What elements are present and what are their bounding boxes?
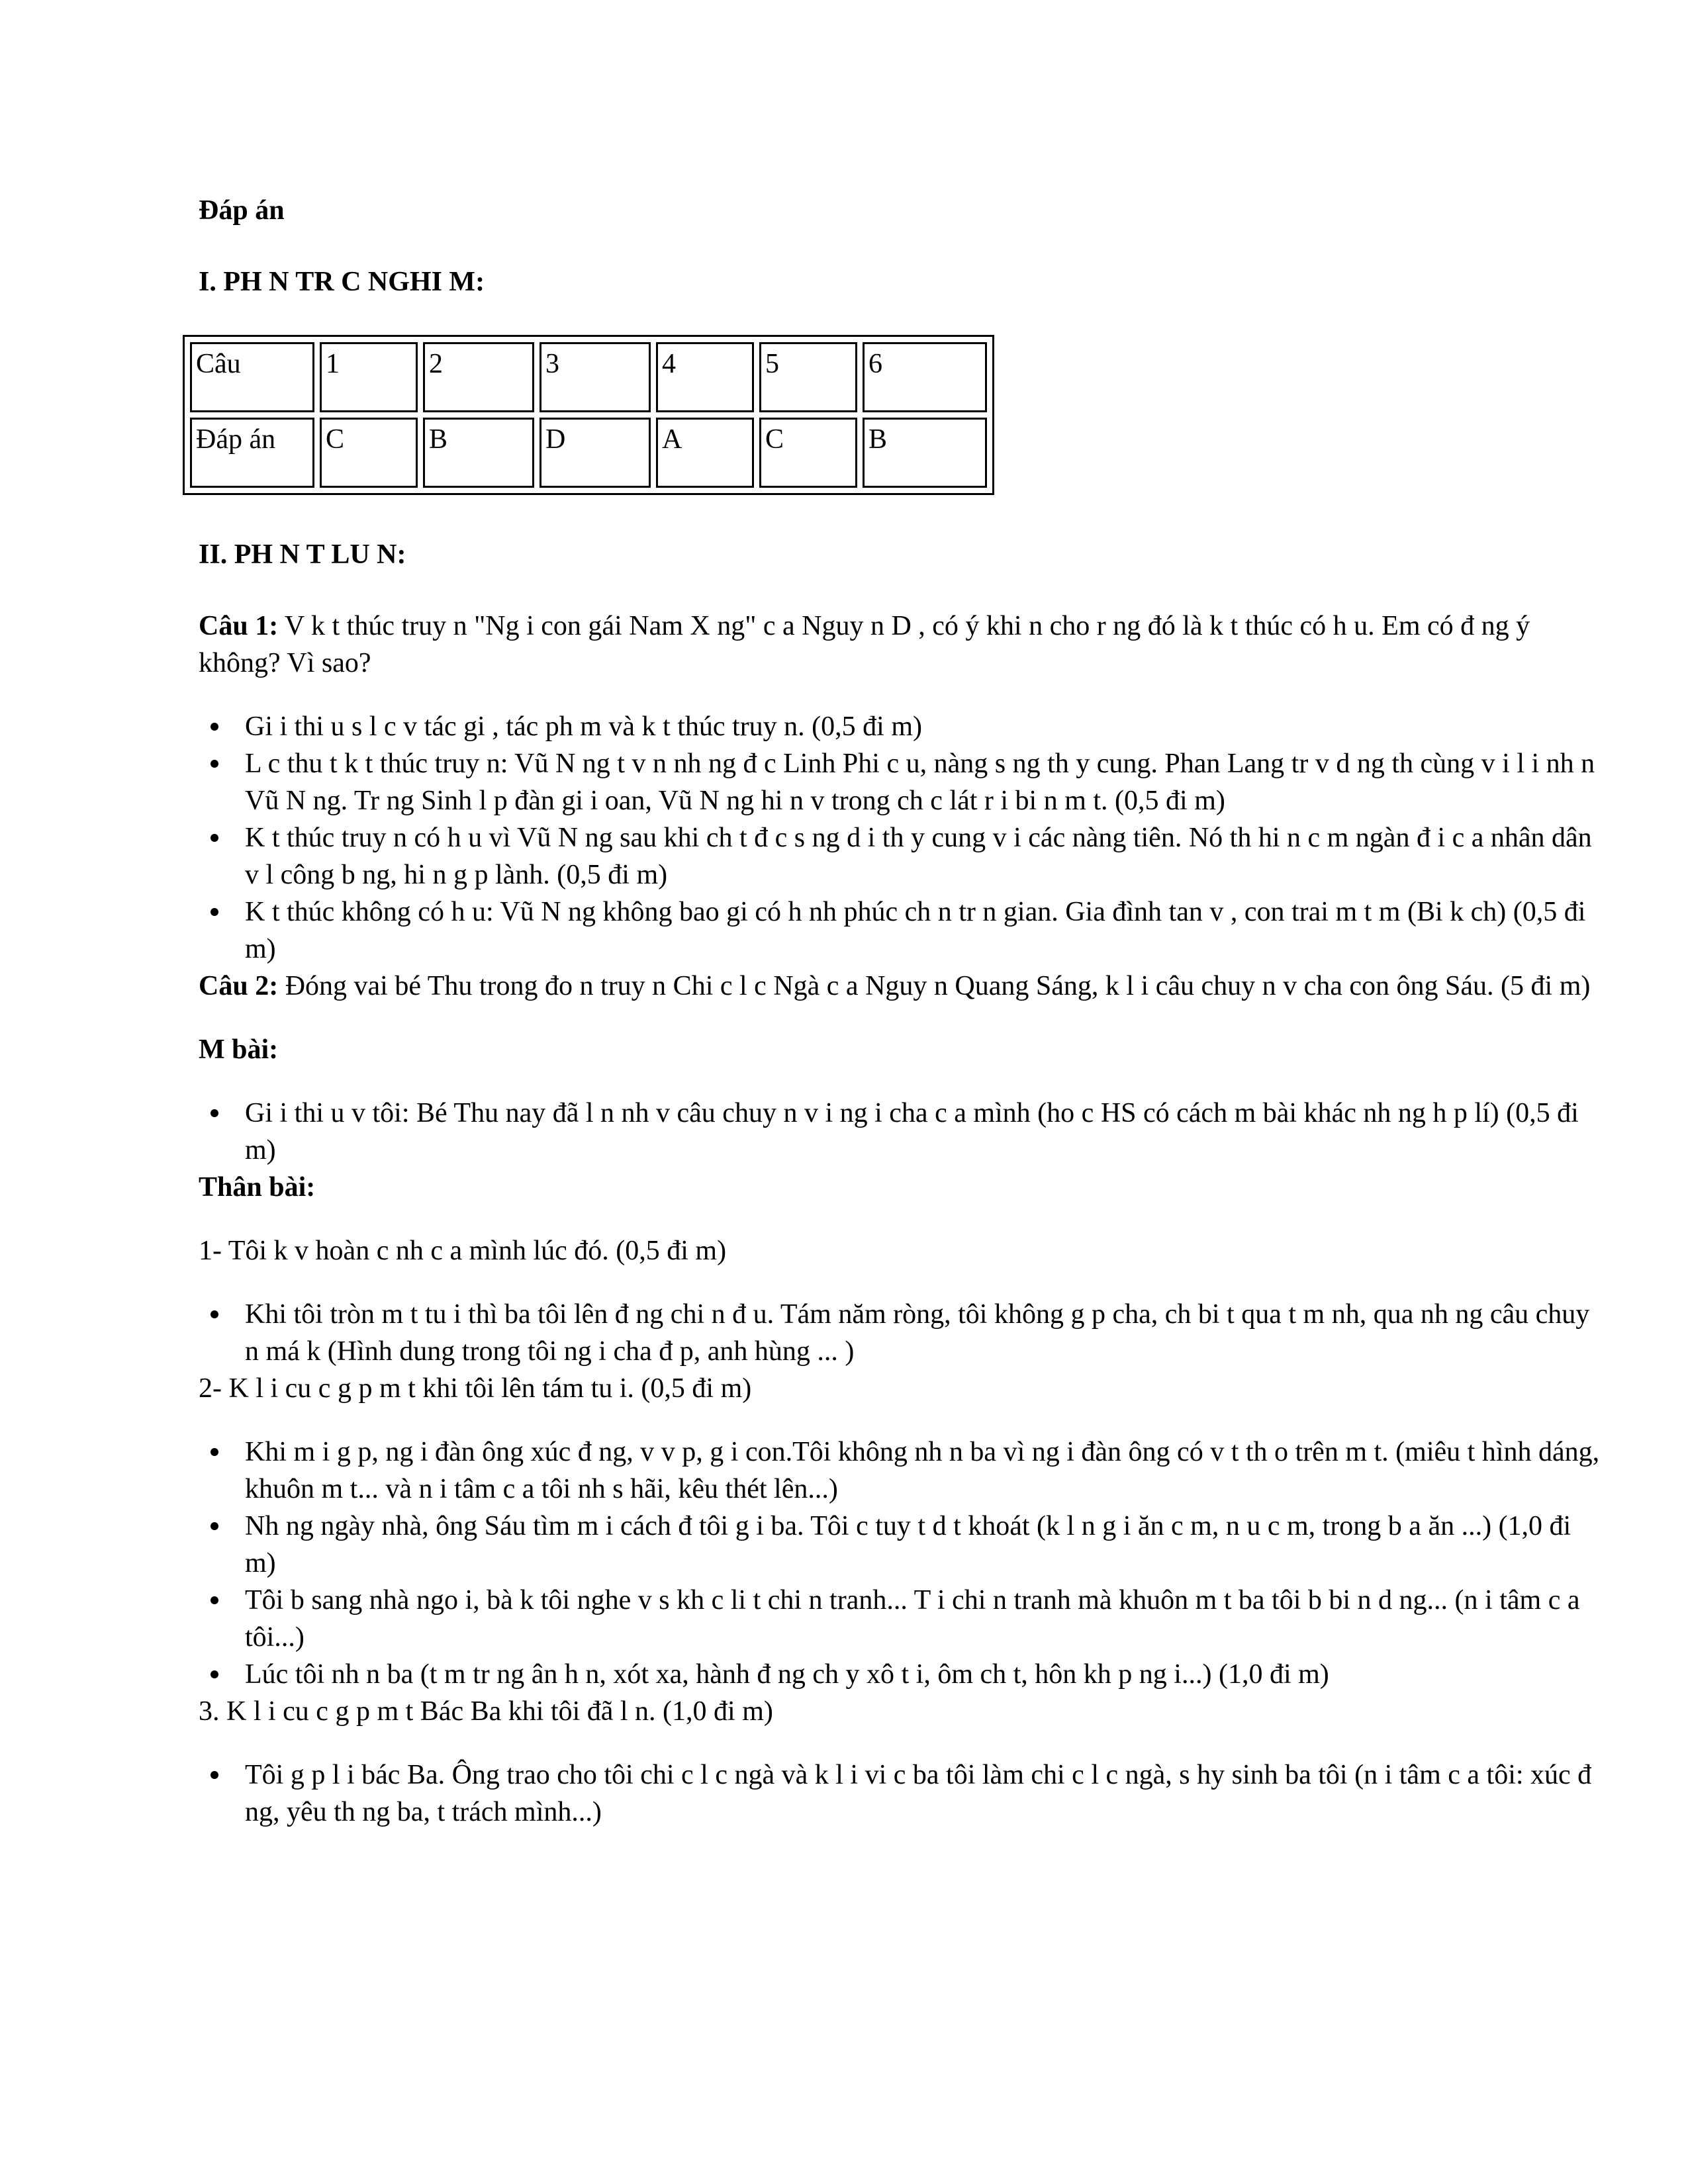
question-2 <box>199 968 1602 1005</box>
table-cell: 5 <box>759 342 857 412</box>
table-cell: 3 <box>539 342 651 412</box>
table-cell: C <box>759 418 857 488</box>
mo-bai-heading: M bài: <box>199 1034 279 1065</box>
list-item: Gi i thi u v tôi: Bé Thu nay đã l n nh v câu chuy n v i ng i cha c a mình (ho c HS có cách m bài khác nh ng h p lí) (0,5 đi m) <box>199 1095 1602 1169</box>
list-item: K t thúc không có h u: Vũ N ng không bao gi có h nh phúc ch n tr n gian. Gia đình tan v , con trai m t m (Bi k ch) (0,5 đi m) <box>199 893 1602 968</box>
question-1-text: V k t thúc truy n "Ng i con gái Nam X ng" c a Nguy n D , có ý khi n cho r ng đó là k t thúc có h u. Em có đ ng ý không? Vì sao? <box>199 611 1530 678</box>
step-1-bullets <box>199 1296 1602 1370</box>
table-cell: Đáp án <box>190 418 314 488</box>
table-cell: Câu <box>190 342 314 412</box>
table-cell: C <box>320 418 418 488</box>
list-item: Gi i thi u s l c v tác gi , tác ph m và k t thúc truy n. (0,5 đi m) <box>199 708 1602 745</box>
page-title: Đáp án <box>199 195 285 226</box>
document-page <box>196 192 1602 1831</box>
list-item: Lúc tôi nh n ba (t m tr ng ân h n, xót xa, hành đ ng ch y xô t i, ôm ch t, hôn kh p ng i...) (1,0 đi m) <box>199 1656 1602 1693</box>
part2-heading: II. PH N T LU N: <box>199 539 406 570</box>
than-bai-step-2: 2- K l i cu c g p m t khi tôi lên tám tu i. (0,5 đi m) <box>199 1373 752 1404</box>
question-1-label: Câu 1: <box>199 611 279 641</box>
list-item: Tôi g p l i bác Ba. Ông trao cho tôi chi c l c ngà và k l i vi c ba tôi làm chi c l c ngà, s hy sinh ba tôi (n i tâm c a tôi: xúc đ ng, yêu th ng ba, t trách mình...) <box>199 1756 1602 1831</box>
question-1-bullets <box>199 708 1602 968</box>
table-cell: 6 <box>863 342 987 412</box>
part1-heading: I. PH N TR C NGHI M: <box>199 267 485 297</box>
table-cell: D <box>539 418 651 488</box>
table-cell: 4 <box>656 342 754 412</box>
question-2-text: Đóng vai bé Thu trong đo n truy n Chi c l c Ngà c a Nguy n Quang Sáng, k l i câu chuy n v cha con ông Sáu. (5 đi m) <box>278 971 1591 1001</box>
answer-table <box>183 335 994 495</box>
list-item: K t thúc truy n có h u vì Vũ N ng sau khi ch t đ c s ng d i th y cung v i các nàng tiên. Nó th hi n c m ngàn đ i c a nhân dân v l công b ng, hi n g p lành. (0,5 đi m) <box>199 819 1602 893</box>
step-2-bullets <box>199 1433 1602 1693</box>
table-cell: B <box>423 418 534 488</box>
table-row <box>190 418 987 488</box>
question-1 <box>199 608 1602 682</box>
table-row <box>190 342 987 412</box>
list-item: Khi m i g p, ng i đàn ông xúc đ ng, v v p, g i con.Tôi không nh n ba vì ng i đàn ông có v t th o trên m t. (miêu t hình dáng, khuôn m t... và n i tâm c a tôi nh s hãi, kêu thét lên...) <box>199 1433 1602 1508</box>
list-item: L c thu t k t thúc truy n: Vũ N ng t v n nh ng đ c Linh Phi c u, nàng s ng th y cung. Phan Lang tr v d ng th cùng v i l i nh n Vũ N ng. Tr ng Sinh l p đàn gi i oan, Vũ N ng hi n v trong ch c lát r i bi n m t. (0,5 đi m) <box>199 745 1602 819</box>
table-cell: 2 <box>423 342 534 412</box>
mo-bai-bullets <box>199 1095 1602 1169</box>
table-cell: 1 <box>320 342 418 412</box>
than-bai-heading: Thân bài: <box>199 1172 316 1203</box>
step-3-bullets <box>199 1756 1602 1831</box>
list-item: Nh ng ngày nhà, ông Sáu tìm m i cách đ tôi g i ba. Tôi c tuy t d t khoát (k l n g i ăn c m, n u c m, trong b a ăn ...) (1,0 đi m) <box>199 1508 1602 1582</box>
list-item: Tôi b sang nhà ngo i, bà k tôi nghe v s kh c li t chi n tranh... T i chi n tranh mà khuôn m t ba tôi b bi n d ng... (n i tâm c a tôi...) <box>199 1582 1602 1656</box>
table-cell: A <box>656 418 754 488</box>
question-2-label: Câu 2: <box>199 971 279 1001</box>
table-cell: B <box>863 418 987 488</box>
list-item: Khi tôi tròn m t tu i thì ba tôi lên đ ng chi n đ u. Tám năm ròng, tôi không g p cha, ch bi t qua t m nh, qua nh ng câu chuy n má k (Hình dung trong tôi ng i cha đ p, anh hùng ... ) <box>199 1296 1602 1370</box>
than-bai-step-1: 1- Tôi k v hoàn c nh c a mình lúc đó. (0,5 đi m) <box>199 1236 727 1266</box>
than-bai-step-3: 3. K l i cu c g p m t Bác Ba khi tôi đã l n. (1,0 đi m) <box>199 1696 773 1727</box>
